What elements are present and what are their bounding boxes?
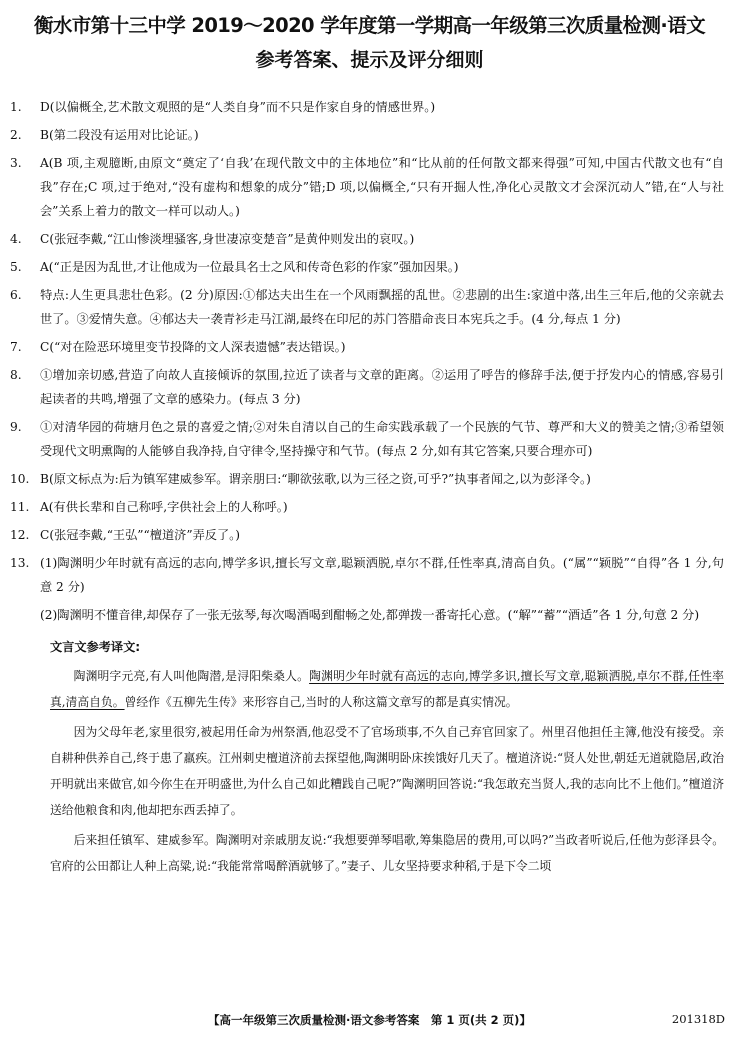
- answer-item-9: [10, 415, 724, 463]
- answer-item-13-part-2: (2)陶渊明不懂音律,却保存了一张无弦琴,每次喝酒喝到酣畅之处,都弹拨一番寄托心意。(“解”“蓄”“酒适”各 1 分,句意 2 分): [40, 608, 700, 622]
- answer-item-2: [10, 123, 724, 147]
- answer-number: 10.: [10, 472, 30, 486]
- answer-text: ①增加亲切感,营造了向故人直接倾诉的氛围,拉近了读者与文章的距离。②运用了呼告的修辞手法,便于抒发内心的情感,容易引起读者的共鸣,增强了文章的感染力。(每点 3 分): [40, 368, 724, 406]
- answer-text: 特点:人生更具悲壮色彩。(2 分)原因:①郁达夫出生在一个风雨飘摇的乱世。②悲剧的出生:家道中落,出生三年后,他的父亲就去世了。③爱情失意。④郁达夫一袭青衫走马江湖,最终在印尼的苏门答腊命丧日本宪兵之手。(4 分,每点 1 分): [40, 288, 724, 326]
- answer-text: C(“对在险恶环境里变节投降的文人深表遗憾”表达错误。): [40, 340, 346, 354]
- answer-number: 6.: [10, 288, 22, 302]
- answer-item-11: [10, 495, 724, 519]
- answer-item-3: [10, 151, 724, 223]
- translation-text: 陶渊明字元亮,有人叫他陶潜,是浔阳柴桑人。: [73, 669, 310, 683]
- translation-paragraph-1: [50, 663, 724, 715]
- answer-content: [10, 95, 724, 883]
- answer-item-6: [10, 283, 724, 331]
- answer-text: A(有供长辈和自己称呼,字供社会上的人称呼。): [40, 500, 288, 514]
- answer-number: 3.: [10, 156, 22, 170]
- translation-paragraph-2: 因为父母年老,家里很穷,被起用任命为州祭酒,他忍受不了官场琐事,不久自己弃官回家了。州里召他担任主簿,他没有接受。亲自耕种供养自己,终于患了羸疾。江州刺史檀道济前去探望他,陶渊明卧床挨饿好几天了。檀道济说:“贤人处世,朝廷无道就隐居,政治开明就出来做官,如今你生在开明盛世,为什么自己如此糟践自己呢?”陶渊明回答说:“我怎敢充当贤人,我的志向比不上他们。”檀道济送给他粮食和肉,他却把东西丢掉了。: [50, 725, 724, 817]
- answer-number: 5.: [10, 260, 22, 274]
- answer-number: 7.: [10, 340, 22, 354]
- footer-code: 201318D: [671, 1012, 725, 1026]
- answer-text: D(以偏概全,艺术散文观照的是“人类自身”而不只是作家自身的情感世界。): [40, 100, 436, 114]
- answer-text: B(原文标点为:后为镇军建威参军。谓亲朋曰:“聊欲弦歌,以为三径之资,可乎?”执事者闻之,以为彭泽令。): [40, 472, 591, 486]
- translation-underlined-text: 陶渊明少年时就有高远的志向,博学多识,擅长写文章,聪颖洒脱,卓尔不群,任性率真,清高自负。: [50, 669, 724, 709]
- translation-paragraph-3: 后来担任镇军、建威参军。陶渊明对亲戚朋友说:“我想要弹琴唱歌,筹集隐居的费用,可以吗?”当政者听说后,任他为彭泽县令。官府的公田都让人种上高粱,说:“我能常常喝醉酒就够了。”妻子、儿女坚持要求种稻,于是下令二顷: [50, 833, 724, 873]
- answer-text: B(第二段没有运用对比论证。): [40, 128, 199, 142]
- page-title: 衡水市第十三中学 2019～2020 学年度第一学期高一年级第三次质量检测·语文: [33, 14, 706, 37]
- answer-item-13: [10, 551, 724, 599]
- answer-item-1: [10, 95, 724, 119]
- answer-text: A(B 项,主观臆断,由原文“奠定了‘自我’在现代散文中的主体地位”和“比从前的任何散文都来得强”可知,中国古代散文也有“自我”存在;C 项,过于绝对,“没有虚构和想象的成分”错;D 项,以偏概全,“只有开掘人性,净化心灵散文才会深沉动人”错,在“人与社会”关系上着力的散文一样可以动人。): [40, 156, 724, 218]
- answer-number: 2.: [10, 128, 22, 142]
- answer-text: C(张冠李戴,“王弘”“檀道济”弄反了。): [40, 528, 240, 542]
- answer-number: 9.: [10, 420, 22, 434]
- answer-item-7: [10, 335, 724, 359]
- answer-number: 1.: [10, 100, 22, 114]
- page-footer: [0, 1012, 739, 1032]
- answer-item-10: [10, 467, 724, 491]
- translation-heading: 文言文参考译文:: [50, 640, 141, 654]
- answer-number: 13.: [10, 556, 30, 570]
- page-subtitle: 参考答案、提示及评分细则: [255, 49, 484, 71]
- answer-number: 4.: [10, 232, 22, 246]
- answer-text: (1)陶渊明少年时就有高远的志向,博学多识,擅长写文章,聪颖洒脱,卓尔不群,任性率真,清高自负。(“属”“颖脱”“自得”各 1 分,句意 2 分): [40, 556, 724, 594]
- answer-number: 8.: [10, 368, 22, 382]
- answer-text: C(张冠李戴,“江山惨淡埋骚客,身世凄凉变楚音”是黄仲则发出的哀叹。): [40, 232, 415, 246]
- answer-item-12: [10, 523, 724, 547]
- footer-page-info: 【高一年级第三次质量检测·语文参考答案 第 1 页(共 2 页)】: [208, 1013, 531, 1027]
- answer-item-4: [10, 227, 724, 251]
- answer-item-5: [10, 255, 724, 279]
- answer-text: A(“正是因为乱世,才让他成为一位最具名士之风和传奇色彩的作家”强加因果。): [40, 260, 459, 274]
- answer-text: ①对清华园的荷塘月色之景的喜爱之情;②对朱自清以自己的生命实践承载了一个民族的气节、尊严和大义的赞美之情;③希望领受现代文明熏陶的人能够自我净持,自守律令,坚持操守和气节。(每点 2 分,如有其它答案,只要合理亦可): [40, 420, 724, 458]
- answer-number: 11.: [10, 500, 30, 514]
- answer-item-8: [10, 363, 724, 411]
- answer-number: 12.: [10, 528, 30, 542]
- translation-text: 曾经作《五柳先生传》来形容自己,当时的人称这篇文章写的都是真实情况。: [124, 695, 518, 709]
